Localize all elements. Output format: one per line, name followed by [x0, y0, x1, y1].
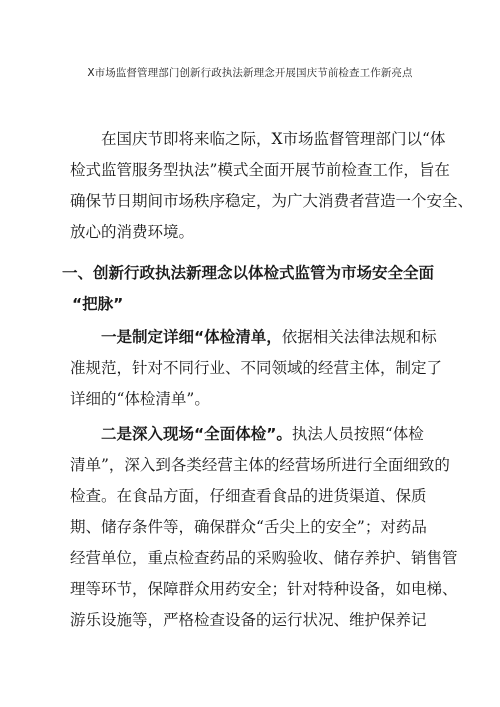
point-2-line: 检查。在食品方面，仔细查看食品的进货渠道、保质 [70, 487, 427, 505]
intro-line: 放心的消费环境。 [70, 223, 195, 241]
intro-line: 在国庆节即将来临之际，X市场监督管理部门以“体 [101, 130, 446, 148]
point-2-line [70, 636, 442, 667]
point-2-lead: 二是深入现场“全面体检”。 [101, 425, 292, 443]
heading-line: 一、创新行政执法新理念以体检式监管为市场安全全面 [62, 264, 435, 282]
point-2-line: 经营单位，重点检查药品的采购验收、储存养护、销售管 [70, 549, 458, 567]
section-1-heading [62, 258, 442, 320]
heading-line: “把脉” [72, 295, 124, 313]
point-1-lead: 一是制定详细“体检清单， [101, 328, 282, 346]
point-2-line: 理等环节，保障群众用药安全；针对特种设备，如电梯、 [70, 580, 458, 598]
point-2-line: 游乐设施等，严格检查设备的运行状况、维护保养记 [70, 611, 427, 629]
point-1-paragraph [70, 322, 442, 415]
point-1-first-line [70, 322, 442, 353]
point-1-line: 准规范，针对不同行业、不同领域的经营主体，制定了 [70, 359, 443, 377]
point-2-first-line [70, 419, 442, 450]
document-title: X市场监督管理部门创新行政执法新理念开展国庆节前检查工作新亮点 [87, 67, 413, 79]
point-2-paragraph [70, 419, 458, 667]
intro-paragraph [70, 124, 474, 248]
point-2-line: 清单”，深入到各类经营主体的经营场所进行全面细致的 [70, 456, 450, 474]
intro-line: 检式监管服务型执法”模式全面开展节前检查工作，旨在 [70, 161, 450, 179]
intro-line: 确保节日期间市场秩序稳定，为广大消费者营造一个安全、 [70, 192, 474, 210]
point-1-text: 依据相关法律法规和标 [281, 328, 437, 346]
point-2-line: 期、储存条件等，确保群众“舌尖上的安全”；对药品 [70, 518, 427, 536]
point-2-text: 执法人员按照“体检 [291, 425, 424, 443]
point-1-line: 详细的“体检清单”。 [70, 390, 210, 408]
